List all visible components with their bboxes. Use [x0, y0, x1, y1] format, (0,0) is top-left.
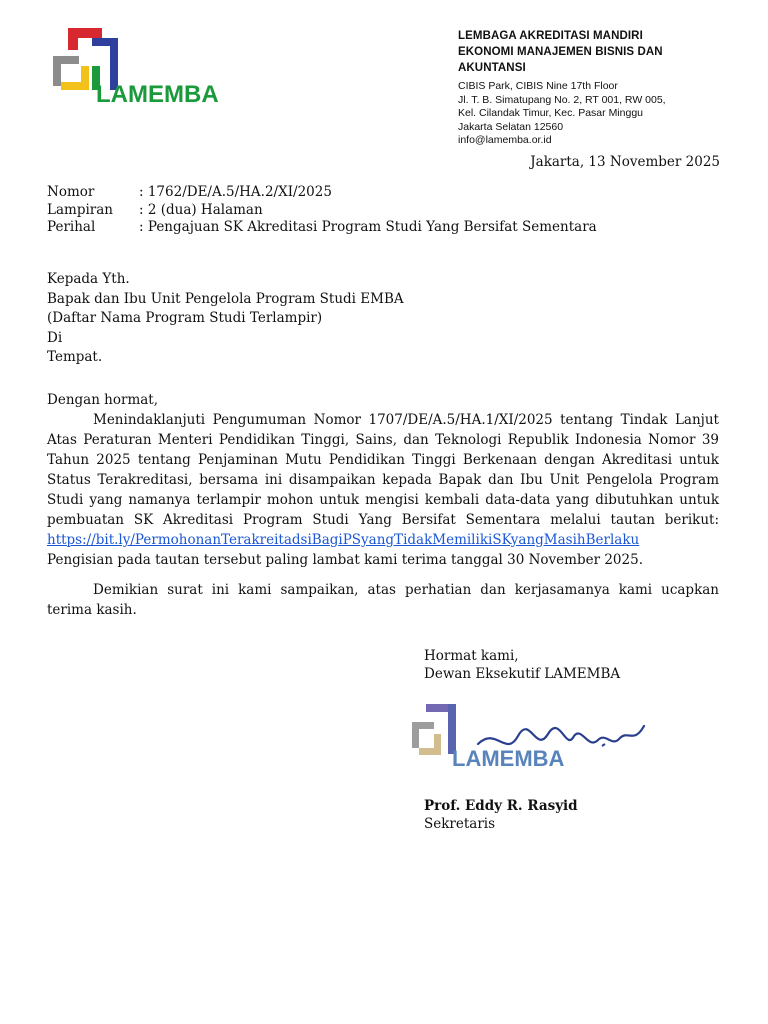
lamemba-logo [50, 26, 250, 106]
org-address-block [458, 28, 728, 148]
recipient-line: (Daftar Nama Program Studi Terlampir) [47, 310, 323, 326]
meta-row-perihal [47, 219, 597, 237]
meta-row-nomor [47, 184, 597, 202]
closing-block [424, 648, 620, 683]
email-line: info@lamemba.or.id [458, 134, 552, 146]
signature-dot [602, 744, 605, 746]
recipient-line: Bapak dan Ibu Unit Pengelola Program Studi EMBA [47, 290, 404, 307]
body-paragraph-2: Demikian surat ini kami sampaikan, atas perhatian dan kerjasamanya kami ucapkan terima kasih. [47, 582, 719, 618]
meta-value: : Pengajuan SK Akreditasi Program Studi Yang Bersifat Sementara [139, 219, 597, 235]
address-line: CIBIS Park, CIBIS Nine 17th Floor [458, 80, 618, 92]
closing-org: Dewan Eksekutif LAMEMBA [424, 665, 621, 682]
signature-stroke [478, 726, 644, 744]
meta-value: : 2 (dua) Halaman [139, 201, 263, 218]
stamp-text: LAMEMBA [452, 746, 565, 771]
signer-name: Prof. Eddy R. Rasyid [424, 798, 578, 814]
recipient-line: Tempat. [47, 349, 103, 365]
meta-value: : 1762/DE/A.5/HA.2/XI/2025 [139, 184, 332, 200]
address-line: Jl. T. B. Simatupang No. 2, RT 001, RW 005, [458, 93, 666, 106]
letter-date: Jakarta, 13 November 2025 [530, 154, 720, 170]
meta-key: Nomor [47, 184, 95, 200]
recipient-line: Kepada Yth. [47, 271, 130, 287]
body-paragraph-1 [47, 410, 719, 570]
org-name-line2: EKONOMI MANAJEMEN BISNIS DAN AKUNTANSI [458, 46, 663, 74]
paragraph-1-text: Menindaklanjuti Pengumuman Nomor 1707/DE/A.5/HA.1/XI/2025 tentang Tindak Lanjut Atas Peraturan Menteri Pendidikan Tinggi, Sains, dan Teknologi Republik Indonesia Nomor 39 Tahun 2025 tentang Penjaminan Mutu Pendidikan Tinggi Berkenaan dengan Akreditasi untuk Status Terakreditasi, bersama ini disampaikan kepada Bapak dan Ibu Unit Pengelola Program Studi yang namanya terlampir mohon untuk mengisi kembali data-data yang dibutuhkan untuk pembuatan SK Akreditasi Program Studi Yang Bersifat Sementara melalui tautan berikut: [47, 412, 719, 528]
signer-block [424, 798, 578, 833]
letter-body [47, 390, 719, 620]
address-line: Kel. Cilandak Timur, Kec. Pasar Minggu [458, 107, 644, 119]
recipient-block [47, 270, 404, 368]
greeting: Dengan hormat, [47, 392, 159, 408]
recipient-line: Di [47, 329, 63, 346]
logo-text: LAMEMBA [96, 81, 219, 106]
logo-yellow-square-side [81, 66, 89, 90]
logo-red-square-side [68, 28, 78, 50]
meta-key: Perihal [47, 219, 96, 235]
signer-title: Sekretaris [424, 815, 496, 832]
address-line: Jakarta Selatan 12560 [458, 120, 564, 133]
letter-meta [47, 184, 597, 237]
meta-key: Lampiran [47, 201, 113, 218]
logo-gray-square-side [53, 56, 61, 86]
paragraph-1-deadline: Pengisian pada tautan tersebut paling lambat kami terima tanggal 30 November 2025. [47, 552, 643, 568]
form-link[interactable]: https://bit.ly/PermohonanTerakreitadsiBagiPSyangTidakMemilikiSKyangMasihBerlaku [47, 532, 640, 548]
meta-row-lampiran [47, 202, 597, 220]
closing-salutation: Hormat kami, [424, 648, 519, 664]
org-name-line1: LEMBAGA AKREDITASI MANDIRI [458, 30, 643, 42]
stamp-and-signature [406, 696, 656, 776]
